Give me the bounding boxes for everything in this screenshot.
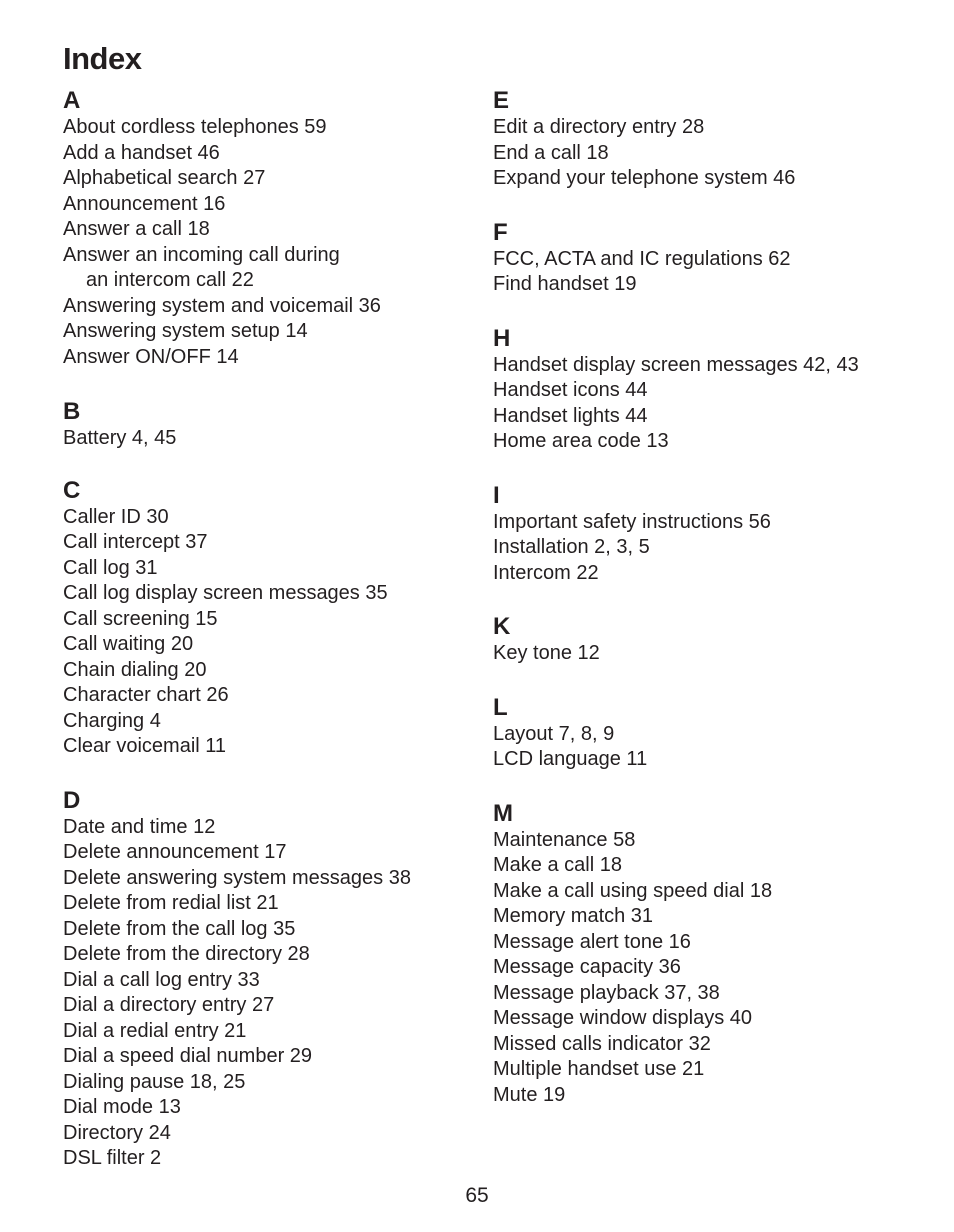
index-entry-text: Dial a directory entry 27 bbox=[63, 994, 275, 1016]
index-entry bbox=[63, 891, 483, 917]
index-entry bbox=[63, 1146, 483, 1172]
index-entry-text: About cordless telephones 59 bbox=[63, 116, 327, 138]
index-entry-text: Handset icons 44 bbox=[493, 379, 648, 401]
index-entry bbox=[493, 535, 933, 561]
index-entry-text: Answer an incoming call during bbox=[63, 243, 340, 266]
index-entry bbox=[63, 968, 483, 994]
index-entry-text: Edit a directory entry 28 bbox=[493, 116, 705, 138]
index-entry bbox=[493, 141, 933, 167]
section-letter: H bbox=[493, 324, 511, 352]
index-entry bbox=[493, 641, 933, 667]
index-entry bbox=[493, 561, 933, 587]
index-entry-text: Battery 4, 45 bbox=[63, 427, 177, 449]
index-entry bbox=[63, 243, 483, 294]
index-entry bbox=[493, 1006, 933, 1032]
index-entry-text: Delete from the call log 35 bbox=[63, 917, 296, 940]
index-entry-text: Multiple handset use 21 bbox=[493, 1058, 705, 1080]
index-section-k bbox=[493, 613, 933, 667]
index-entry bbox=[63, 426, 483, 452]
index-column-right bbox=[493, 87, 933, 1108]
index-entry bbox=[493, 510, 933, 536]
index-entry-text: Handset display screen messages 42, 43 bbox=[493, 353, 859, 376]
index-entry bbox=[63, 815, 483, 841]
index-entry bbox=[493, 981, 933, 1007]
index-entry-text: Layout 7, 8, 9 bbox=[493, 722, 615, 745]
index-section-m bbox=[493, 800, 933, 1109]
index-entry-text: Announcement 16 bbox=[63, 192, 226, 215]
index-section-a bbox=[63, 87, 483, 370]
index-entry bbox=[63, 345, 483, 371]
index-entry bbox=[63, 141, 483, 167]
index-entry bbox=[493, 1057, 933, 1083]
index-entry-text: Dial a speed dial number 29 bbox=[63, 1045, 313, 1067]
index-entry-text: Message window displays 40 bbox=[493, 1007, 753, 1029]
index-entry-text: Dial a call log entry 33 bbox=[63, 968, 260, 991]
index-entry bbox=[63, 866, 483, 892]
index-entry bbox=[63, 192, 483, 218]
index-entry-text: Installation 2, 3, 5 bbox=[493, 536, 650, 558]
page-number: 65 bbox=[465, 1184, 489, 1207]
index-entry bbox=[493, 166, 933, 192]
index-entry bbox=[493, 247, 933, 273]
index-entry-text: Delete from the directory 28 bbox=[63, 943, 310, 965]
index-entry bbox=[493, 1032, 933, 1058]
index-entry-list bbox=[493, 115, 933, 192]
index-section-i bbox=[493, 482, 933, 587]
index-entry-text: Home area code 13 bbox=[493, 430, 669, 452]
index-entry bbox=[493, 879, 933, 905]
index-entry-text: Answer ON/OFF 14 bbox=[63, 345, 239, 368]
index-entry bbox=[63, 1019, 483, 1045]
index-entry bbox=[63, 581, 483, 607]
index-entry-text: Make a call using speed dial 18 bbox=[493, 879, 773, 902]
index-entry bbox=[63, 319, 483, 345]
index-entry-text: Directory 24 bbox=[63, 1121, 171, 1144]
index-entry bbox=[63, 1070, 483, 1096]
index-entry-text: Call log display screen messages 35 bbox=[63, 582, 388, 604]
index-entry bbox=[493, 930, 933, 956]
index-entry-text: Delete answering system messages 38 bbox=[63, 866, 411, 889]
index-entry bbox=[493, 1083, 933, 1109]
section-letter: B bbox=[63, 398, 81, 425]
index-entry bbox=[63, 607, 483, 633]
index-entry-list bbox=[493, 510, 933, 587]
index-entry bbox=[63, 115, 483, 141]
index-entry bbox=[493, 747, 933, 773]
index-entry-list bbox=[493, 247, 933, 298]
index-entry bbox=[63, 505, 483, 531]
index-entry-text: Clear voicemail 11 bbox=[63, 735, 227, 757]
index-entry-text: Key tone 12 bbox=[493, 642, 600, 664]
index-entry-text: FCC, ACTA and IC regulations 62 bbox=[493, 247, 791, 270]
section-letter: E bbox=[493, 87, 510, 114]
index-entry bbox=[493, 853, 933, 879]
index-entry bbox=[63, 1044, 483, 1070]
index-column-left bbox=[63, 87, 483, 1172]
index-entry-text: Message capacity 36 bbox=[493, 956, 681, 978]
section-letter: L bbox=[493, 693, 508, 721]
index-section-c bbox=[63, 477, 483, 760]
index-section-l bbox=[493, 694, 933, 773]
index-entry-text: Dial mode 13 bbox=[63, 1096, 181, 1118]
index-entry-text: End a call 18 bbox=[493, 141, 609, 164]
index-entry bbox=[63, 556, 483, 582]
index-section-b bbox=[63, 398, 483, 452]
index-entry bbox=[493, 115, 933, 141]
index-entry bbox=[63, 840, 483, 866]
index-entry bbox=[63, 993, 483, 1019]
index-entry-text: Call waiting 20 bbox=[63, 633, 194, 655]
index-entry-list bbox=[493, 722, 933, 773]
index-entry bbox=[63, 166, 483, 192]
index-entry bbox=[63, 294, 483, 320]
index-section-h bbox=[493, 325, 933, 455]
index-entry-text: Delete announcement 17 bbox=[63, 841, 287, 863]
index-entry-text: Character chart 26 bbox=[63, 684, 229, 706]
index-entry-text: Call log 31 bbox=[63, 556, 158, 579]
index-entry-text: Charging 4 bbox=[63, 709, 161, 732]
index-section-f bbox=[493, 219, 933, 298]
index-entry bbox=[63, 683, 483, 709]
index-entry-text: Mute 19 bbox=[493, 1083, 566, 1106]
section-letter: I bbox=[493, 481, 500, 509]
index-entry-list bbox=[493, 828, 933, 1109]
index-entry-text: Date and time 12 bbox=[63, 815, 216, 838]
index-entry-text: Answer a call 18 bbox=[63, 218, 210, 240]
index-entry-text: Dialing pause 18, 25 bbox=[63, 1070, 246, 1093]
index-entry-text: Missed calls indicator 32 bbox=[493, 1032, 711, 1055]
section-letter: D bbox=[63, 786, 81, 814]
index-entry bbox=[493, 404, 933, 430]
index-entry-text: Alphabetical search 27 bbox=[63, 167, 266, 189]
index-entry-text: DSL filter 2 bbox=[63, 1147, 162, 1169]
index-entry-text: Call screening 15 bbox=[63, 607, 218, 630]
index-entry-text: Message playback 37, 38 bbox=[493, 981, 720, 1004]
index-section-e bbox=[493, 87, 933, 192]
section-letter: A bbox=[63, 87, 81, 114]
index-entry bbox=[63, 217, 483, 243]
index-entry bbox=[493, 955, 933, 981]
index-entry bbox=[493, 353, 933, 379]
index-section-d bbox=[63, 787, 483, 1172]
index-entry-list bbox=[63, 505, 483, 760]
index-entry-text: Answering system and voicemail 36 bbox=[63, 294, 381, 317]
index-entry bbox=[63, 734, 483, 760]
index-entry-text: Delete from redial list 21 bbox=[63, 892, 279, 914]
index-entry bbox=[63, 709, 483, 735]
index-entry-list bbox=[63, 115, 483, 370]
index-entry-text: Dial a redial entry 21 bbox=[63, 1019, 247, 1042]
section-letter: K bbox=[493, 613, 511, 640]
index-entry-text: Call intercept 37 bbox=[63, 531, 208, 553]
page-title: Index bbox=[63, 41, 142, 76]
index-entry-list bbox=[63, 815, 483, 1172]
index-entry-text: Maintenance 58 bbox=[493, 828, 636, 851]
index-entry bbox=[493, 722, 933, 748]
index-entry bbox=[493, 904, 933, 930]
index-entry-text: Expand your telephone system 46 bbox=[493, 167, 796, 189]
index-entry bbox=[63, 1121, 483, 1147]
section-letter: C bbox=[63, 476, 81, 504]
section-letter: M bbox=[493, 799, 513, 827]
index-entry-text: Memory match 31 bbox=[493, 905, 654, 927]
index-entry bbox=[63, 658, 483, 684]
index-entry-text: Handset lights 44 bbox=[493, 404, 648, 427]
index-entry bbox=[493, 429, 933, 455]
index-entry bbox=[493, 828, 933, 854]
index-entry bbox=[63, 632, 483, 658]
index-entry bbox=[493, 272, 933, 298]
index-entry-list bbox=[493, 353, 933, 455]
index-entry-text: Add a handset 46 bbox=[63, 141, 220, 164]
index-entry bbox=[63, 942, 483, 968]
index-entry bbox=[493, 378, 933, 404]
section-letter: F bbox=[493, 218, 508, 246]
index-entry-list bbox=[493, 641, 933, 667]
index-entry-text: Answering system setup 14 bbox=[63, 320, 308, 342]
index-entry-continuation: an intercom call 22 bbox=[86, 269, 254, 291]
index-entry-list bbox=[63, 426, 483, 452]
index-entry-text: Important safety instructions 56 bbox=[493, 510, 771, 533]
index-entry bbox=[63, 530, 483, 556]
index-entry-text: Find handset 19 bbox=[493, 273, 637, 295]
index-entry-text: Intercom 22 bbox=[493, 561, 599, 584]
index-entry bbox=[63, 1095, 483, 1121]
index-entry-text: Caller ID 30 bbox=[63, 505, 169, 528]
index-entry bbox=[63, 917, 483, 943]
index-entry-text: LCD language 11 bbox=[493, 748, 648, 770]
index-entry-text: Make a call 18 bbox=[493, 854, 622, 876]
index-entry-text: Chain dialing 20 bbox=[63, 658, 207, 681]
index-entry-text: Message alert tone 16 bbox=[493, 930, 691, 953]
